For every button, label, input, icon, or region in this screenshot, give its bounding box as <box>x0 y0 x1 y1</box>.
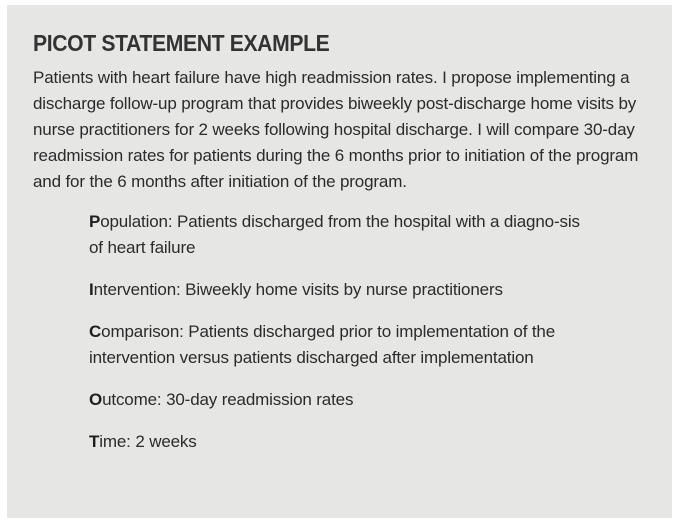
picot-panel <box>7 5 672 518</box>
intro-paragraph: Patients with heart failure have high readmission rates. I propose implementing a discharge follow-up program that provides biweekly post-discharge home visits by nurse practitioners for 2 weeks following hospital discharge. I will compare 30-day readmission rates for patients during the 6 months prior to initiation of the program and for the 6 months after initiation of the program. <box>33 68 639 191</box>
item-text: utcome: 30-day readmission rates <box>102 390 354 409</box>
item-letter: P <box>89 212 101 231</box>
picot-item-outcome <box>89 387 589 413</box>
picot-item-population <box>89 209 589 261</box>
item-text: opulation: Patients discharged from the hospital with a diagno-sis of heart failure <box>89 212 580 257</box>
item-text: ime: 2 weeks <box>99 432 197 451</box>
item-text: omparison: Patients discharged prior to implementation of the intervention versus patients discharged after implementation <box>89 322 556 367</box>
item-letter: I <box>89 280 94 299</box>
panel-title: PICOT STATEMENT EXAMPLE <box>33 30 330 56</box>
picot-list <box>89 209 589 455</box>
item-letter: O <box>89 390 103 409</box>
picot-item-time <box>89 429 589 455</box>
picot-item-intervention <box>89 277 589 303</box>
item-letter: C <box>89 322 102 341</box>
item-text: ntervention: Biweekly home visits by nurse practitioners <box>93 280 503 299</box>
item-letter: T <box>89 432 100 451</box>
picot-item-comparison <box>89 319 589 371</box>
